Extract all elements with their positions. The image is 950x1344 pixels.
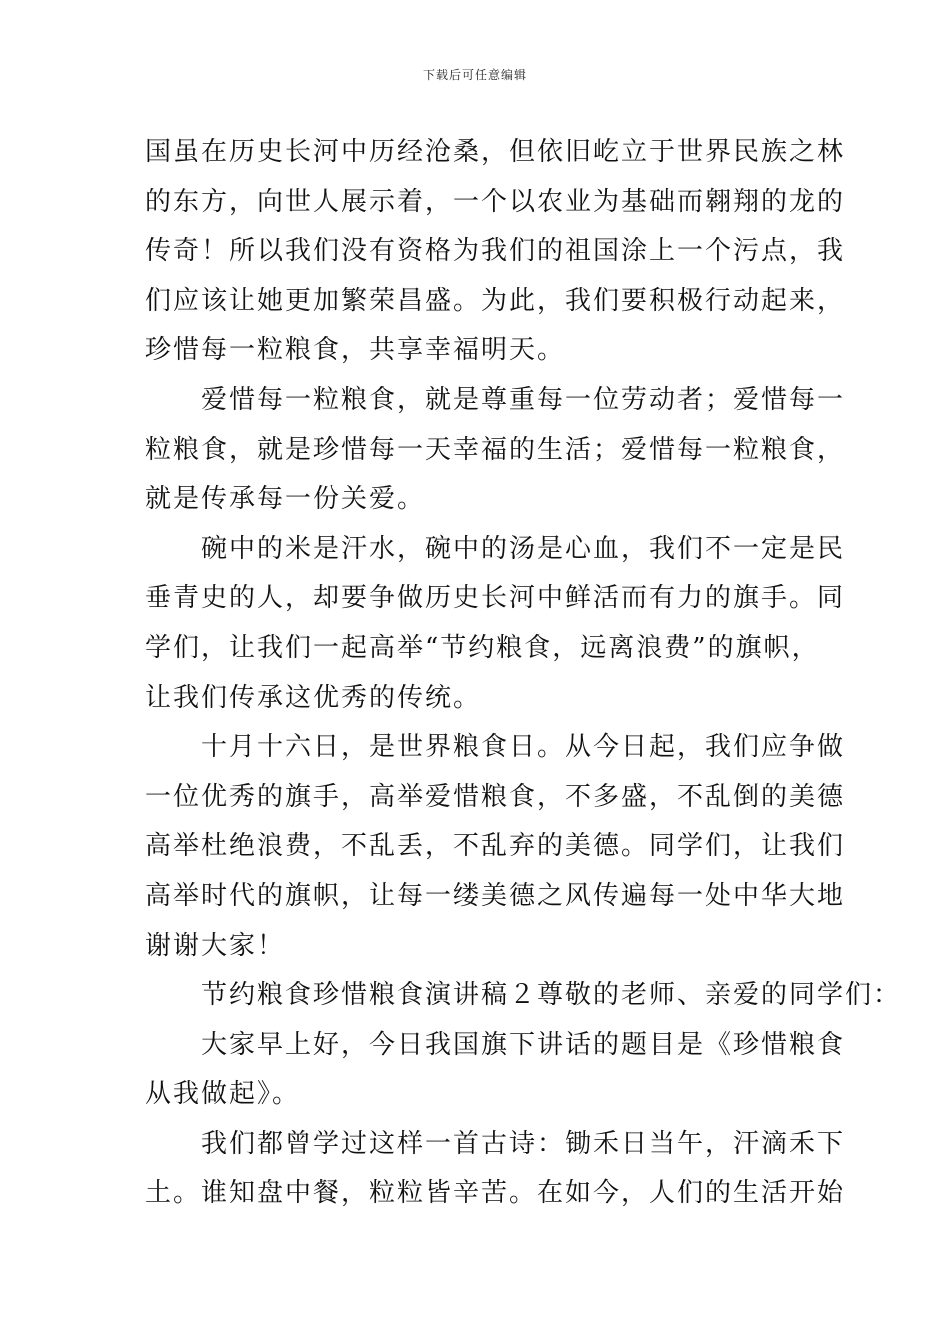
text-line: 国虽在历史长河中历经沧桑，但依旧屹立于世界民族之林 <box>145 137 846 167</box>
text-line: 垂青史的人，却要争做历史长河中鲜活而有力的旗手。同 <box>145 583 846 614</box>
text-line: 一位优秀的旗手，高举爱惜粮食，不多盛，不乱倒的美德 <box>145 781 846 812</box>
text-line: 就是传承每一份关爱。 <box>145 484 426 515</box>
text-line: 高举杜绝浪费，不乱丢，不乱弃的美德。同学们，让我们 <box>145 831 846 862</box>
page-header: 下载后可任意编辑 <box>422 68 527 82</box>
text-line: 谢谢大家！ <box>145 930 286 961</box>
text-line: 们应该让她更加繁荣昌盛。为此，我们要积极行动起来， <box>145 285 846 316</box>
text-line: 传奇！所以我们没有资格为我们的祖国涂上一个污点，我 <box>145 236 846 267</box>
text-line: 学们，让我们一起高举“节约粮食，远离浪费”的旗帜， <box>145 632 820 663</box>
text-line: 我们都曾学过这样一首古诗：锄禾日当午，汗滴禾下 <box>145 1128 846 1159</box>
text-line: 土。谁知盘中餐，粒粒皆辛苦。在如今，人们的生活开始 <box>145 1178 846 1209</box>
text-line: 节约粮食珍惜粮食演讲稿２尊敬的老师、亲爱的同学们： <box>145 980 902 1011</box>
text-line: 高举时代的旗帜，让每一缕美德之风传遍每一处中华大地 <box>145 880 846 911</box>
text-line: 爱惜每一粒粮食，就是尊重每一位劳动者；爱惜每一 <box>145 384 846 415</box>
text-line: 十月十六日，是世界粮食日。从今日起，我们应争做 <box>145 732 846 763</box>
text-line: 珍惜每一粒粮食，共享幸福明天。 <box>145 335 566 366</box>
text-line: 粒粮食，就是珍惜每一天幸福的生活；爱惜每一粒粮食， <box>145 434 846 465</box>
body-text <box>145 128 902 1219</box>
text-line: 的东方，向世人展示着，一个以农业为基础而翱翔的龙的 <box>145 186 846 217</box>
text-line: 让我们传承这优秀的传统。 <box>145 682 482 713</box>
text-line: 从我做起》。 <box>145 1079 301 1110</box>
text-line: 大家早上好，今日我国旗下讲话的题目是《珍惜粮食 <box>145 1029 846 1060</box>
text-line: 碗中的米是汗水，碗中的汤是心血，我们不一定是民 <box>145 533 846 564</box>
